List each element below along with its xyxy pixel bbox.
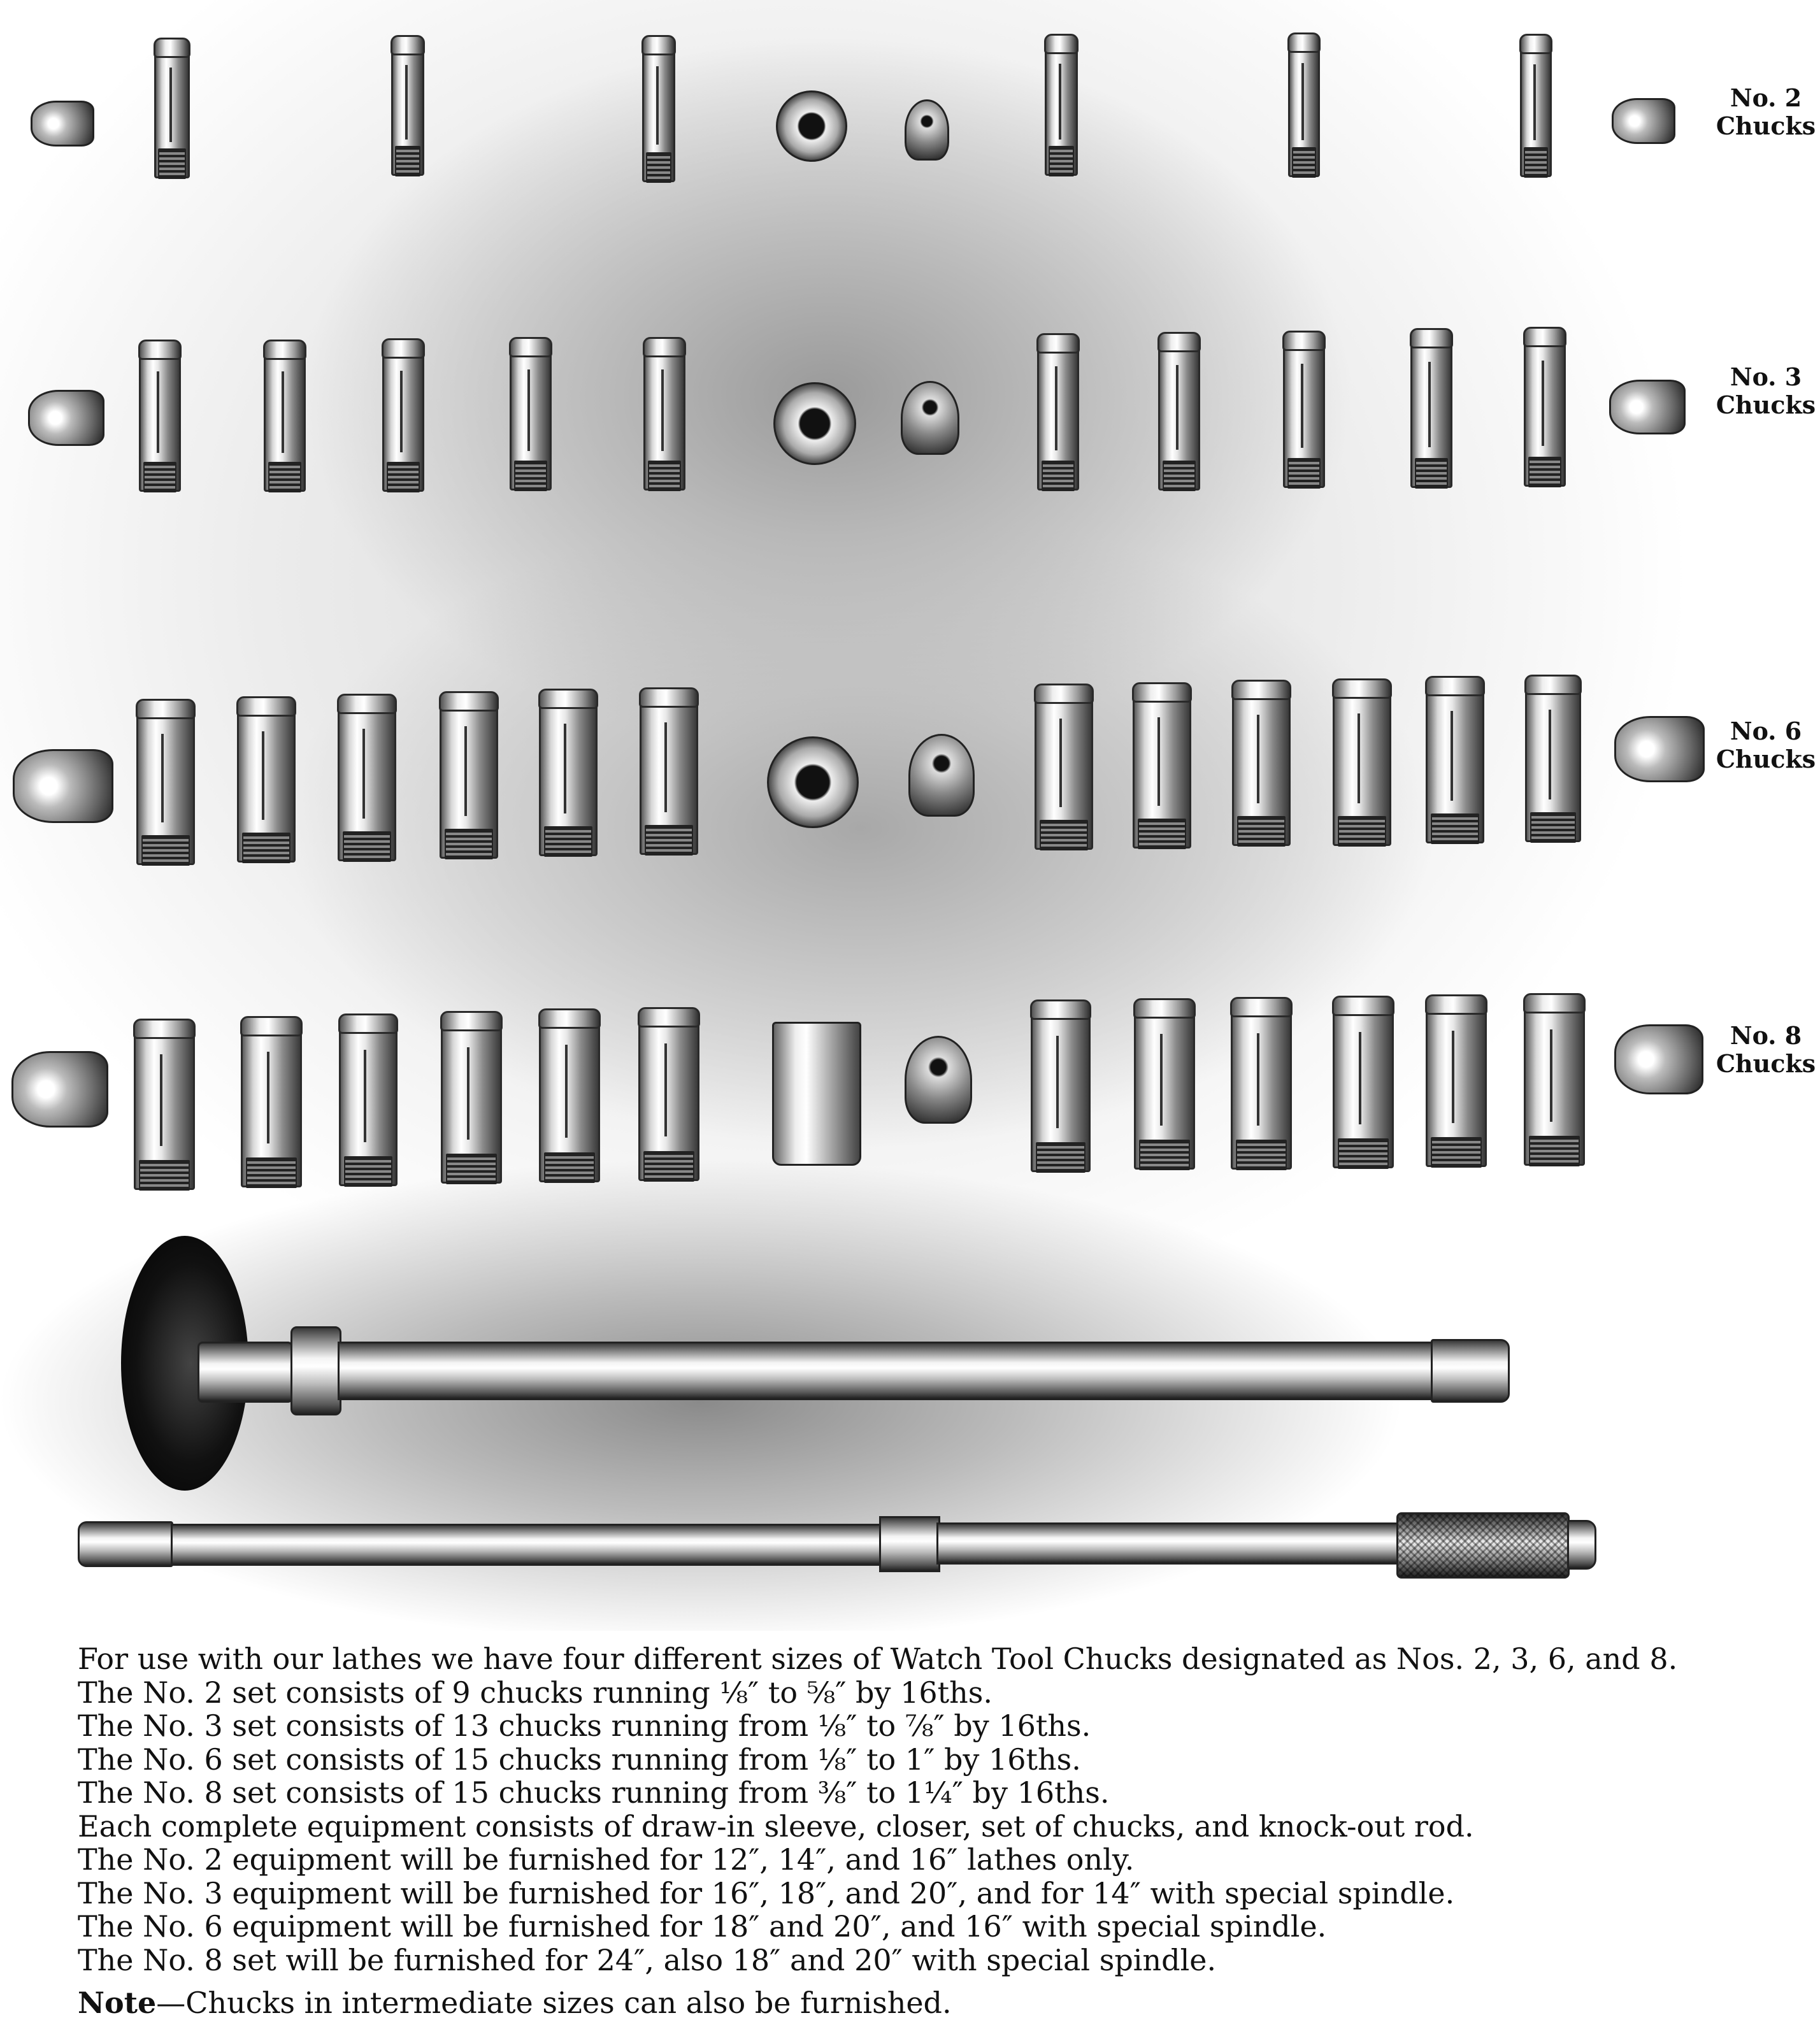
draw-in-sleeve-collar xyxy=(290,1326,341,1415)
description-line: The No. 3 equipment will be furnished for 16″, 18″, and 20″, and for 14″ with special spindle. xyxy=(78,1875,1455,1910)
chuck xyxy=(539,1009,600,1182)
chuck xyxy=(643,338,685,491)
chuck xyxy=(1524,327,1566,487)
chuck xyxy=(1524,994,1585,1166)
chuck xyxy=(1158,333,1200,491)
chuck xyxy=(539,689,598,856)
description-line: The No. 6 equipment will be furnished for 18″ and 20″, and 16″ with special spindle. xyxy=(78,1909,1327,1944)
chuck xyxy=(1333,996,1394,1168)
description-line: The No. 8 set consists of 15 chucks running from ⅜″ to 1¼″ by 16ths. xyxy=(78,1775,1110,1810)
chuck-end-view xyxy=(31,101,94,147)
chuck-end-view xyxy=(1609,380,1686,434)
row-label-line1: No. 8 xyxy=(1730,1021,1802,1050)
row-label-line1: No. 6 xyxy=(1730,717,1802,745)
chuck xyxy=(382,339,424,492)
description-line: For use with our lathes we have four different sizes of Watch Tool Chucks designated as Nos. 2, 3, 6, and 8. xyxy=(78,1642,1678,1676)
description-line: The No. 2 equipment will be furnished for 12″, 14″, and 16″ lathes only. xyxy=(78,1842,1135,1877)
row-label-no2 xyxy=(1709,84,1820,140)
draw-in-sleeve-end xyxy=(1431,1339,1510,1403)
knock-out-rod-knurled-handle xyxy=(1396,1512,1570,1579)
draw-in-sleeve-short xyxy=(772,1022,861,1166)
chuck xyxy=(1045,34,1078,176)
row-label-line2: Chucks xyxy=(1716,745,1816,773)
row-label-line1: No. 2 xyxy=(1730,83,1802,112)
chuck xyxy=(1288,33,1320,177)
chuck xyxy=(441,1012,502,1184)
chuck xyxy=(339,1014,398,1186)
knock-out-rod-tip xyxy=(78,1521,173,1567)
closer-cone xyxy=(901,381,959,455)
row-label-no3 xyxy=(1709,363,1820,419)
chuck xyxy=(510,338,552,491)
description-text xyxy=(78,1642,1766,1977)
chuck xyxy=(1410,329,1452,488)
closer-face xyxy=(776,90,847,162)
chuck xyxy=(1037,334,1079,491)
chuck xyxy=(136,699,195,865)
closer-cone xyxy=(905,1036,972,1124)
note xyxy=(78,1986,952,2019)
row-label-line2: Chucks xyxy=(1716,1049,1816,1078)
closer-cone xyxy=(908,734,975,817)
description-line: The No. 8 set will be furnished for 24″, also 18″ and 20″ with special spindle. xyxy=(78,1942,1217,1977)
chuck xyxy=(1333,679,1391,846)
knock-out-rod-shaft-2 xyxy=(936,1522,1401,1565)
chuck xyxy=(1283,331,1325,488)
chuck-end-view xyxy=(11,1051,108,1128)
chuck-end-view xyxy=(13,749,113,823)
row-label-line1: No. 3 xyxy=(1730,362,1802,391)
chuck xyxy=(1134,999,1195,1170)
draw-in-sleeve-hub xyxy=(197,1342,293,1403)
chuck xyxy=(264,340,306,492)
chuck-end-view xyxy=(1614,1024,1703,1094)
row-label-line2: Chucks xyxy=(1716,111,1816,140)
chuck-end-view xyxy=(1614,716,1705,782)
row-label-line2: Chucks xyxy=(1716,390,1816,419)
closer-face xyxy=(767,736,859,828)
description-line: Each complete equipment consists of draw-in sleeve, closer, set of chucks, and knock-out rod. xyxy=(78,1809,1474,1844)
chuck xyxy=(1232,680,1291,846)
chuck-end-view xyxy=(28,390,104,446)
chuck xyxy=(241,1017,302,1187)
row-label-no6 xyxy=(1709,717,1820,773)
knock-out-rod-coupling xyxy=(879,1516,940,1572)
chuck xyxy=(154,38,190,178)
chuck xyxy=(338,694,396,861)
chuck xyxy=(440,692,498,859)
chuck xyxy=(638,1008,699,1181)
description-line: The No. 2 set consists of 9 chucks running ⅛″ to ⅝″ by 16ths. xyxy=(78,1675,992,1710)
description-line: The No. 3 set consists of 13 chucks running from ⅛″ to ⅞″ by 16ths. xyxy=(78,1708,1091,1743)
closer-cone xyxy=(905,99,949,161)
draw-in-sleeve-tube xyxy=(338,1342,1433,1400)
chuck xyxy=(1426,995,1487,1167)
chuck xyxy=(1520,34,1552,177)
chuck xyxy=(1031,1000,1091,1172)
chuck xyxy=(1426,677,1484,843)
chuck xyxy=(134,1019,195,1190)
note-label: Note xyxy=(78,1986,157,2020)
chuck xyxy=(1133,683,1191,849)
knock-out-rod-cap xyxy=(1567,1520,1596,1570)
closer-face xyxy=(773,382,856,465)
chuck xyxy=(391,36,424,176)
description-line: The No. 6 set consists of 15 chucks running from ⅛″ to 1″ by 16ths. xyxy=(78,1742,1081,1777)
chuck xyxy=(1525,675,1581,842)
note-text: —Chucks in intermediate sizes can also be furnished. xyxy=(156,1986,952,2020)
knock-out-rod-shaft xyxy=(171,1524,884,1566)
chuck xyxy=(1231,998,1292,1170)
chuck-end-view xyxy=(1612,98,1675,144)
chuck xyxy=(642,36,675,182)
chuck xyxy=(237,697,296,863)
row-label-no8 xyxy=(1709,1022,1820,1078)
chuck xyxy=(640,688,698,855)
chuck xyxy=(139,340,181,492)
chuck xyxy=(1035,684,1093,850)
